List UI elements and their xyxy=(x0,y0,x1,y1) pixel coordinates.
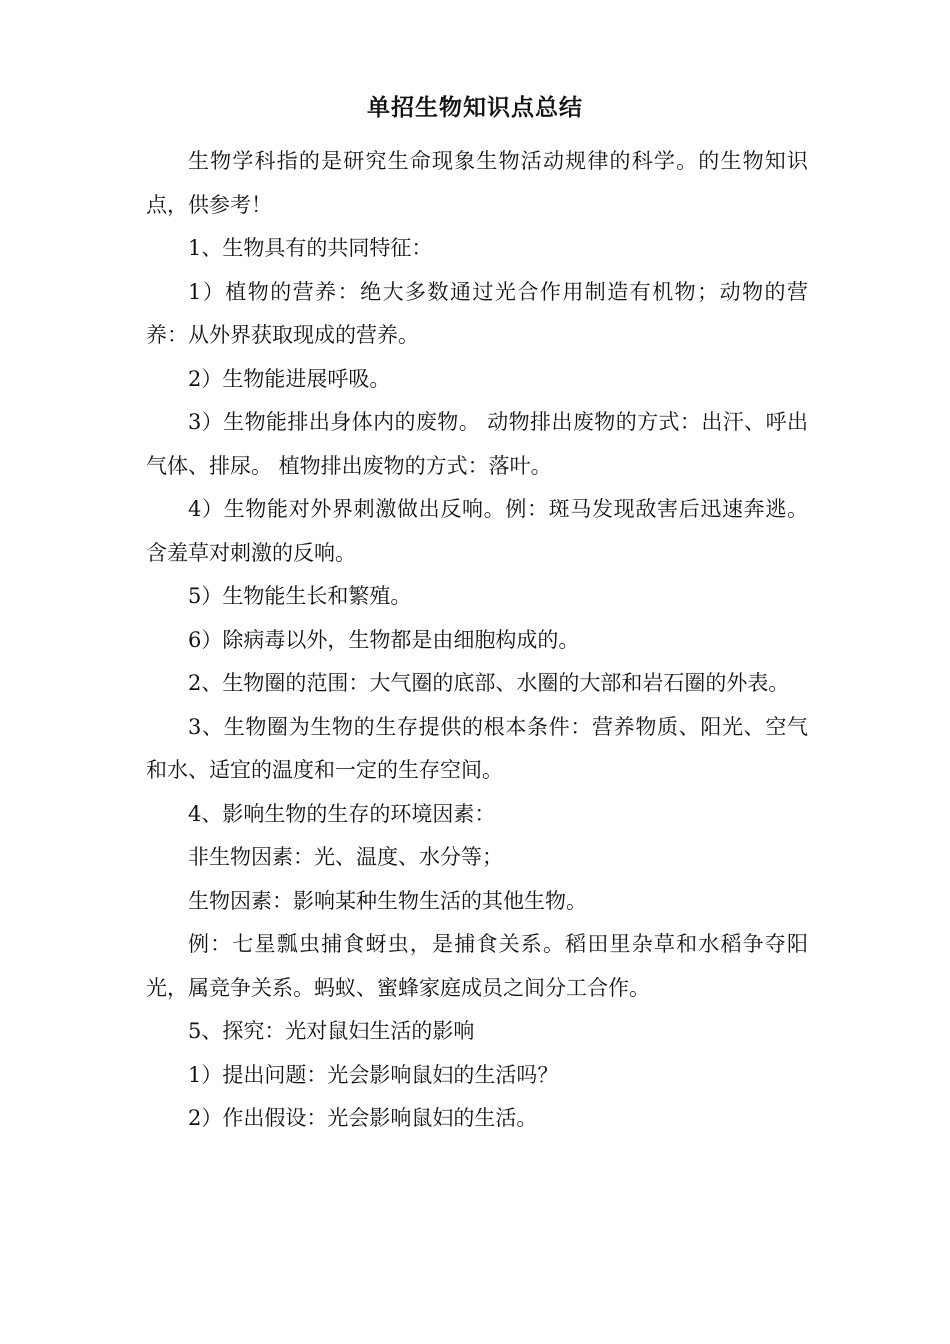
paragraph-abiotic-factors: 非生物因素：光、温度、水分等； xyxy=(188,845,503,869)
paragraph-intro: 生物学科指的是研究生命现象生物活动规律的科学。的生物知识点，供参考！ xyxy=(146,149,808,217)
paragraph-inquiry-question: 1）提出问题：光会影响鼠妇的生活吗？ xyxy=(188,1062,559,1087)
paragraph-feature-nutrition: 1）植物的营养：绝大多数通过光合作用制造有机物；动物的营养：从外界获取现成的营养。 xyxy=(146,279,808,347)
paragraph-feature-respiration: 2）生物能进展呼吸。 xyxy=(188,366,391,391)
paragraph-example: 例：七星瓢虫捕食蚜虫，是捕食关系。稻田里杂草和水稻争夺阳光，属竞争关系。蚂蚁、蜜蜂家庭成员之间分工合作。 xyxy=(146,932,808,1000)
document-body xyxy=(146,140,808,1141)
paragraph-section-1-heading: 1、生物具有的共同特征： xyxy=(188,236,433,260)
paragraph-section-2: 2、生物圈的范围：大气圈的底部、水圈的大部和岩石圈的外表。 xyxy=(188,671,790,695)
paragraph-feature-growth: 5）生物能生长和繁殖。 xyxy=(188,584,412,608)
paragraph-feature-excretion: 3）生物能排出身体内的废物。 动物排出废物的方式：出汗、呼出气体、排尿。 植物排出废物的方式：落叶。 xyxy=(146,410,808,478)
document-title: 单招生物知识点总结 xyxy=(367,95,583,121)
paragraph-feature-cells: 6）除病毒以外，生物都是由细胞构成的。 xyxy=(188,627,580,652)
paragraph-biotic-factors: 生物因素：影响某种生物生活的其他生物。 xyxy=(188,888,587,913)
paragraph-section-4-heading: 4、影响生物的生存的环境因素： xyxy=(188,801,496,826)
paragraph-feature-stimulus: 4）生物能对外界刺激做出反响。例：斑马发现敌害后迅速奔逃。含羞草对刺激的反响。 xyxy=(146,497,808,565)
paragraph-inquiry-hypothesis: 2）作出假设：光会影响鼠妇的生活。 xyxy=(188,1106,538,1130)
paragraph-section-3: 3、生物圈为生物的生存提供的根本条件：营养物质、阳光、空气和水、适宜的温度和一定的生存空间。 xyxy=(146,714,808,782)
paragraph-section-5-heading: 5、探究：光对鼠妇生活的影响 xyxy=(188,1019,475,1043)
